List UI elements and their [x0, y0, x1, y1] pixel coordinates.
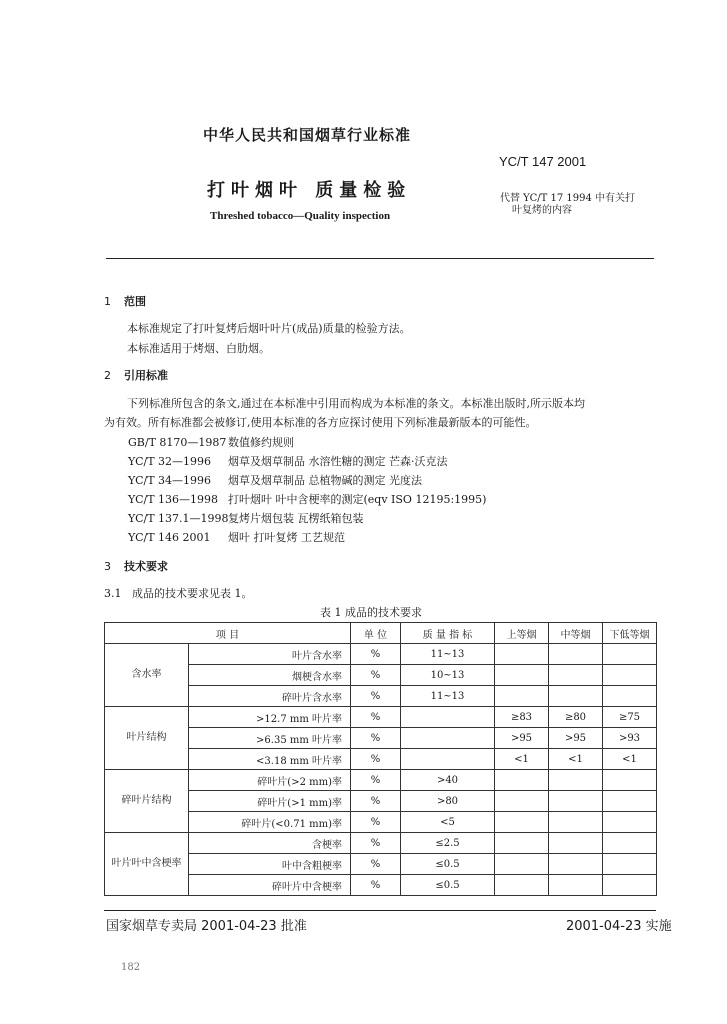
row-grade-cell: [603, 875, 657, 896]
section-3-heading: [104, 558, 168, 574]
row-name: <3.18 mm 叶片率: [189, 749, 351, 770]
header-divider: [106, 258, 654, 259]
table-header-row: [105, 623, 657, 644]
table-row: [105, 833, 657, 854]
row-upper: >95: [495, 728, 549, 749]
row-grade-cell: [495, 812, 549, 833]
section-title: 范围: [124, 295, 146, 308]
replaces-note-line2: 叶复烤的内容: [512, 205, 572, 216]
row-name: 叶片含水率: [189, 644, 351, 665]
row-upper: ≥83: [495, 707, 549, 728]
section-number: 3: [104, 560, 111, 573]
normative-reference: [128, 453, 448, 469]
row-middle: ≥80: [549, 707, 603, 728]
reference-code: YC/T 136—1998: [128, 493, 219, 506]
table-row: [105, 707, 657, 728]
technical-requirements-table: [104, 622, 657, 896]
row-middle: <1: [549, 749, 603, 770]
section-2-paragraph-line-2: 为有效。所有标准都会被修订,使用本标准的各方应探讨使用下列标准最新版本的可能性。: [104, 416, 537, 429]
row-grade-cell: [495, 770, 549, 791]
table-row: [105, 644, 657, 665]
row-grade-cell: [549, 770, 603, 791]
row-grade-cell: [549, 665, 603, 686]
group-broken-structure: 碎叶片结构: [105, 770, 189, 833]
page-number: 182: [121, 962, 141, 973]
row-name: 碎叶片(>1 mm)率: [189, 791, 351, 812]
row-grade-cell: [549, 875, 603, 896]
group-moisture: 含水率: [105, 644, 189, 707]
header-unit: 单 位: [351, 623, 401, 644]
row-grade-cell: [495, 791, 549, 812]
reference-code: YC/T 34—1996: [128, 474, 212, 487]
issued-by: 国家烟草专卖局 2001-04-23 批准: [106, 919, 307, 934]
row-name: 烟梗含水率: [189, 665, 351, 686]
header-upper-grade: 上等烟: [495, 623, 549, 644]
row-grade-cell: [603, 854, 657, 875]
row-name: 碎叶片(<0.71 mm)率: [189, 812, 351, 833]
normative-reference: [128, 434, 294, 450]
row-value: <5: [401, 812, 495, 833]
row-middle: >95: [549, 728, 603, 749]
row-value: ≤0.5: [401, 875, 495, 896]
industry-standard-title: 中华人民共和国烟草行业标准: [203, 126, 412, 144]
row-name: 碎叶片含水率: [189, 686, 351, 707]
reference-title: 烟草及烟草制品 水溶性糖的测定 芒森·沃克法: [228, 455, 448, 468]
row-unit: %: [351, 770, 401, 791]
reference-title: 烟叶 打叶复烤 工艺规范: [228, 531, 345, 544]
row-grade-cell: [603, 644, 657, 665]
table-caption: 表 1 成品的技术要求: [320, 606, 422, 619]
row-unit: %: [351, 791, 401, 812]
row-unit: %: [351, 686, 401, 707]
row-value: >80: [401, 791, 495, 812]
group-stem-content: 叶片叶中含梗率: [105, 833, 189, 896]
row-unit: %: [351, 665, 401, 686]
row-value: 10~13: [401, 665, 495, 686]
row-grade-cell: [603, 686, 657, 707]
row-name: 碎叶片中含梗率: [189, 875, 351, 896]
row-value: >40: [401, 770, 495, 791]
normative-reference: [128, 491, 486, 507]
section-1-paragraph-2: 本标准适用于烤烟、白肋烟。: [127, 342, 270, 355]
row-unit: %: [351, 854, 401, 875]
group-leaf-structure: 叶片结构: [105, 707, 189, 770]
row-upper: <1: [495, 749, 549, 770]
replaces-note-line1: 代替 YC/T 17 1994 中有关打: [500, 193, 636, 204]
section-number: 2: [104, 369, 111, 382]
footer-divider: [104, 910, 656, 911]
row-grade-cell: [603, 770, 657, 791]
row-unit: %: [351, 833, 401, 854]
header-item: 项 目: [105, 623, 351, 644]
row-grade-cell: [495, 686, 549, 707]
row-unit: %: [351, 707, 401, 728]
header-quality-index: 质 量 指 标: [401, 623, 495, 644]
row-grade-cell: [549, 812, 603, 833]
section-1-heading: [104, 293, 146, 309]
row-value: 11~13: [401, 686, 495, 707]
row-unit: %: [351, 728, 401, 749]
row-value: ≤0.5: [401, 854, 495, 875]
section-title: 技术要求: [124, 560, 168, 573]
section-number: 1: [104, 295, 111, 308]
row-unit: %: [351, 749, 401, 770]
row-name: 碎叶片(>2 mm)率: [189, 770, 351, 791]
row-grade-cell: [495, 833, 549, 854]
implementation-date: 2001-04-23 实施: [566, 919, 672, 934]
reference-title: 烟草及烟草制品 总植物碱的测定 光度法: [228, 474, 422, 487]
section-2-heading: [104, 367, 168, 383]
row-grade-cell: [549, 791, 603, 812]
row-grade-cell: [603, 833, 657, 854]
row-grade-cell: [495, 854, 549, 875]
header-middle-grade: 中等烟: [549, 623, 603, 644]
reference-title: 数值修约规则: [228, 436, 294, 449]
subsection-number: 3.1: [104, 587, 122, 600]
row-grade-cell: [603, 665, 657, 686]
row-lower: >93: [603, 728, 657, 749]
row-grade-cell: [549, 644, 603, 665]
row-grade-cell: [549, 854, 603, 875]
normative-reference: [128, 529, 345, 545]
header-lower-grade: 下低等烟: [603, 623, 657, 644]
row-grade-cell: [495, 665, 549, 686]
reference-code: GB/T 8170—1987: [128, 436, 227, 449]
reference-title: 复烤片烟包装 瓦楞纸箱包装: [228, 512, 364, 525]
normative-reference: [128, 472, 422, 488]
row-grade-cell: [495, 644, 549, 665]
row-name: 叶中含粗梗率: [189, 854, 351, 875]
row-grade-cell: [495, 875, 549, 896]
row-unit: %: [351, 644, 401, 665]
row-grade-cell: [603, 791, 657, 812]
section-2-paragraph-line-1: 下列标准所包含的条文,通过在本标准中引用而构成为本标准的条文。本标准出版时,所示版本均: [127, 397, 585, 410]
row-value: [401, 749, 495, 770]
section-1-paragraph-1: 本标准规定了打叶复烤后烟叶叶片(成品)质量的检验方法。: [127, 322, 411, 335]
row-grade-cell: [549, 686, 603, 707]
row-grade-cell: [549, 833, 603, 854]
reference-code: YC/T 32—1996: [128, 455, 212, 468]
normative-reference: [128, 510, 364, 526]
table-row: [105, 770, 657, 791]
reference-code: YC/T 137.1—1998: [128, 512, 229, 525]
subsection-3-1: [104, 585, 253, 601]
row-value: ≤2.5: [401, 833, 495, 854]
row-unit: %: [351, 875, 401, 896]
document-title-cn: 打叶烟叶 质量检验: [207, 180, 412, 201]
row-name: >6.35 mm 叶片率: [189, 728, 351, 749]
reference-title: 打叶烟叶 叶中含梗率的测定(eqv ISO 12195:1995): [228, 493, 487, 506]
subsection-text: 成品的技术要求见表 1。: [132, 587, 253, 600]
document-title-en: Threshed tobacco—Quality inspection: [210, 210, 391, 222]
standard-code: YC/T 147 2001: [499, 154, 587, 169]
row-unit: %: [351, 812, 401, 833]
row-lower: ≥75: [603, 707, 657, 728]
row-value: 11~13: [401, 644, 495, 665]
reference-code: YC/T 146 2001: [128, 531, 211, 544]
row-name: >12.7 mm 叶片率: [189, 707, 351, 728]
row-value: [401, 707, 495, 728]
row-lower: <1: [603, 749, 657, 770]
row-value: [401, 728, 495, 749]
section-title: 引用标准: [124, 369, 168, 382]
row-name: 含梗率: [189, 833, 351, 854]
row-grade-cell: [603, 812, 657, 833]
